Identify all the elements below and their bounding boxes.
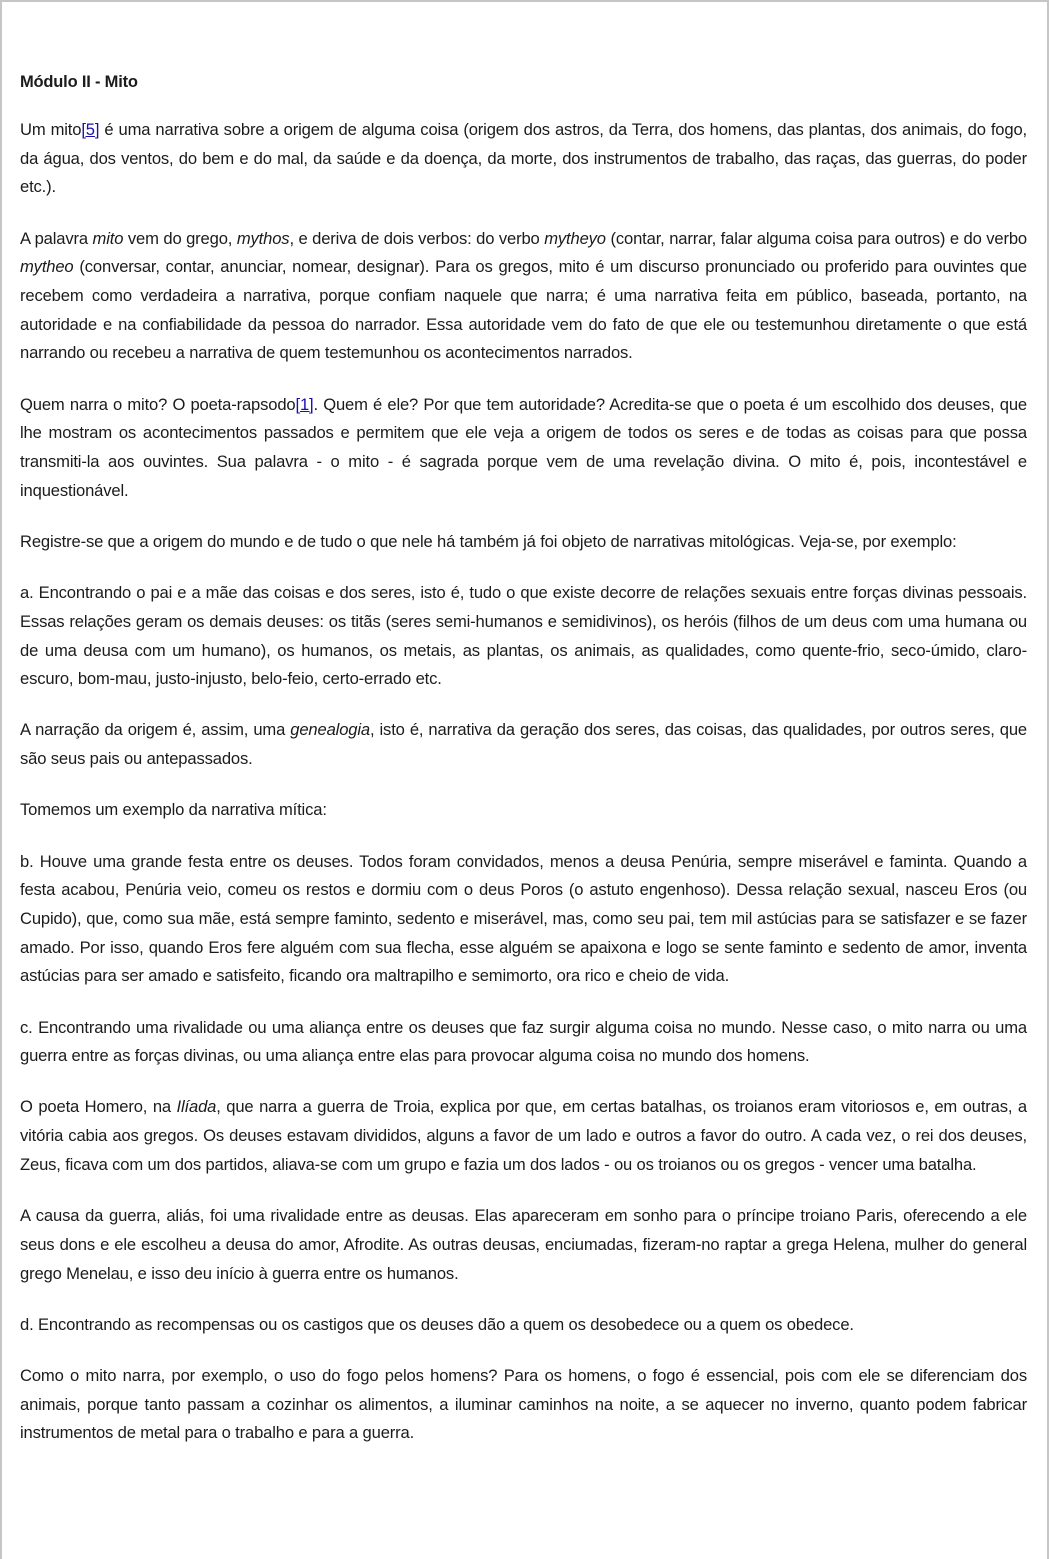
text-segment: A narração da origem é, assim, uma xyxy=(20,720,291,740)
italic-term: mytheyo xyxy=(544,228,606,248)
paragraph-10 xyxy=(20,1093,1027,1179)
text-segment: . Quem é ele? Por que tem autoridade? Acredita-se que o poeta é um escolhido dos deuses, que lhe mostram os acontecimentos passados e permitem que ele veja a origem de todos os seres e de todas as coisas para que possa transmiti-la aos ouvintes. Sua palavra - o mito - é sagrada porque vem de uma revelação divina. O mito é, pois, incontestável e inquestionável. xyxy=(20,394,1027,500)
paragraph-6 xyxy=(20,716,1027,773)
paragraph-5: a. Encontrando o pai e a mãe das coisas e dos seres, isto é, tudo o que existe decorre de relações sexuais entre forças divinas pessoais. Essas relações geram os demais deuses: os titãs (seres semi-humanos e semidivinos), os heróis (filhos de um deus com uma humana ou de uma deusa com um humano), os humanos, os metais, as plantas, os animais, as qualidades, como quente-frio, seco-úmido, claro-escuro, bom-mau, justo-injusto, belo-feio, certo-errado etc. xyxy=(20,583,1027,689)
paragraph-8: b. Houve uma grande festa entre os deuses. Todos foram convidados, menos a deusa Penúria, sempre miserável e faminta. Quando a festa acabou, Penúria veio, comeu os restos e dormiu com o deus Poros (o astuto engenhoso). Dessa relação sexual, nasceu Eros (ou Cupido), que, como sua mãe, está sempre faminto, sedento e miserável, mas, como seu pai, tem mil astúcias para se satisfazer e se fazer amado. Por isso, quando Eros fere alguém com sua flecha, esse alguém se apaixona e logo se sente faminto e sedento de amor, inventa astúcias para ser amado e satisfeito, ficando ora maltrapilho e semimorto, ora rico e cheio de vida. xyxy=(20,851,1027,986)
text-segment: , isto é, narrativa da geração dos seres, das coisas, das qualidades, por outros seres, que são seus pais ou antepassados. xyxy=(20,720,1028,769)
paragraph-1 xyxy=(20,116,1027,202)
paragraph-12: d. Encontrando as recompensas ou os castigos que os deuses dão a quem os desobedece ou a quem os obedece. xyxy=(20,1314,854,1334)
text-segment: Quem narra o mito? O poeta-rapsodo xyxy=(20,394,296,414)
paragraph-13: Como o mito narra, por exemplo, o uso do fogo pelos homens? Para os homens, o fogo é essencial, pois com ele se diferenciam dos animais, porque tanto passam a cozinhar os alimentos, a iluminar caminhos na noite, a se aquecer no inverno, quanto podem fabricar instrumentos de metal para o trabalho e para a guerra. xyxy=(20,1365,1027,1443)
footnote-link-1[interactable]: [1] xyxy=(295,394,314,414)
text-segment: , e deriva de dois verbos: do verbo xyxy=(289,228,545,248)
italic-term: mytheo xyxy=(20,257,74,277)
italic-term: Ilíada xyxy=(176,1097,217,1117)
paragraph-11: A causa da guerra, aliás, foi uma rivalidade entre as deusas. Elas apareceram em sonho para o príncipe troiano Paris, oferecendo a ele seus dons e ele escolheu a deusa do amor, Afrodite. As outras deusas, enciumadas, fizeram-no raptar a grega Helena, mulher do general grego Menelau, e isso deu início à guerra entre os humanos. xyxy=(20,1206,1027,1283)
text-segment: é uma narrativa sobre a origem de alguma coisa (origem dos astros, da Terra, dos homens, das plantas, dos animais, do fogo, da água, dos ventos, do bem e do mal, da saúde e da doença, da morte, dos instrumentos de trabalho, das raças, das guerras, do poder etc.). xyxy=(20,120,1028,197)
italic-term: mythos xyxy=(236,228,290,248)
footnote-link-5[interactable]: [5] xyxy=(81,120,100,139)
page-title: Módulo II - Mito xyxy=(20,73,138,91)
italic-term: genealogia xyxy=(290,720,370,740)
text-segment: , que narra a guerra de Troia, explica por que, em certas batalhas, os troianos eram vitoriosos e, em outras, a vitória cabia aos gregos. Os deuses estavam divididos, alguns a favor de um lado e outros a favor do outro. A cada vez, o rei dos deuses, Zeus, ficava com um dos partidos, aliava-se com um grupo e fazia um dos lados - ou os troianos ou os gregos - vencer uma batalha. xyxy=(20,1097,1027,1174)
text-segment: (contar, narrar, falar alguma coisa para outros) e do verbo xyxy=(605,228,1028,248)
text-segment: Um mito xyxy=(20,120,82,139)
text-segment: A palavra xyxy=(20,228,93,248)
paragraph-9: c. Encontrando uma rivalidade ou uma aliança entre os deuses que faz surgir alguma coisa no mundo. Nesse caso, o mito narra ou uma guerra entre as forças divinas, ou uma aliança entre elas para provocar alguma coisa no mundo dos homens. xyxy=(20,1017,1027,1066)
paragraph-7: Tomemos um exemplo da narrativa mítica: xyxy=(20,800,327,820)
italic-term: mito xyxy=(92,228,124,248)
paragraph-4: Registre-se que a origem do mundo e de tudo o que nele há também já foi objeto de narrativas mitológicas. Veja-se, por exemplo: xyxy=(20,531,957,551)
text-segment: O poeta Homero, na xyxy=(20,1097,177,1117)
paragraph-3 xyxy=(20,391,1027,506)
text-segment: (conversar, contar, anunciar, nomear, designar). Para os gregos, mito é um discurso pronunciado ou proferido para ouvintes que recebem como verdadeira a narrativa, porque confiam naquele que narra; é uma narrativa feita em público, baseada, portanto, na autoridade e na confiabilidade da pessoa do narrador. Essa autoridade vem do fato de que ele ou testemunhou diretamente o que está narrando ou recebeu a narrativa de quem testemunhou os acontecimentos narrados. xyxy=(20,257,1027,363)
paragraph-2 xyxy=(20,225,1027,369)
text-segment: vem do grego, xyxy=(123,228,237,248)
